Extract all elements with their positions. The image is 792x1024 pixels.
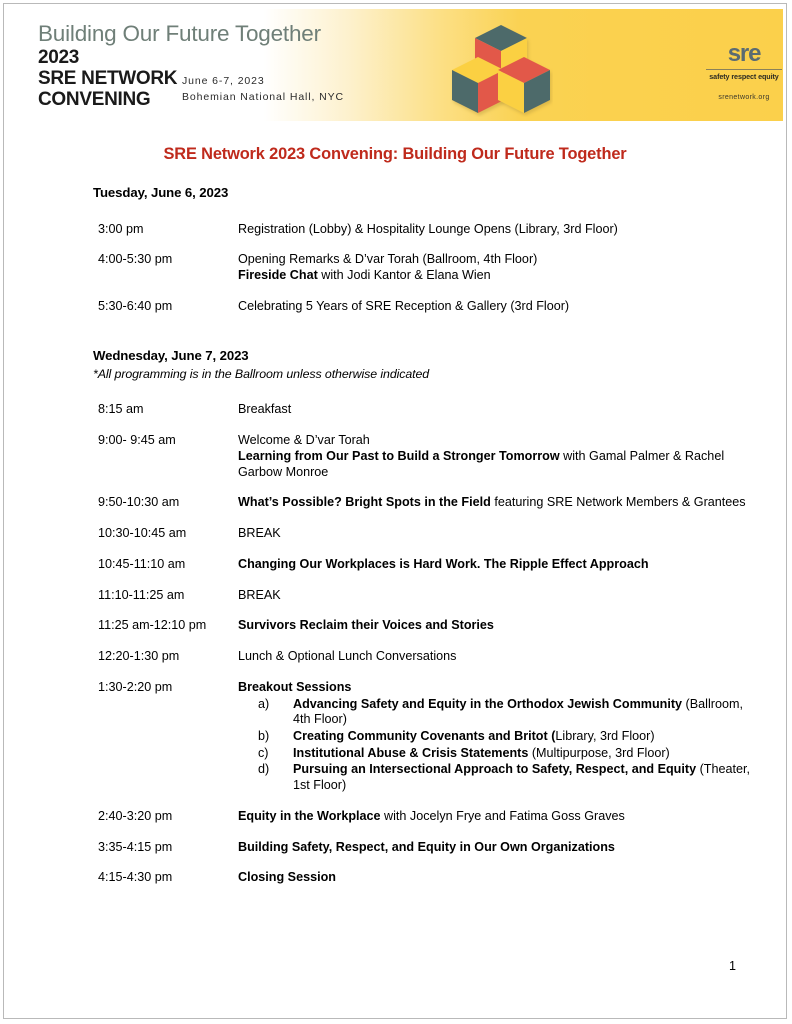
schedule-row	[93, 495, 753, 511]
breakout-marker: a)	[258, 696, 270, 711]
schedule-row	[93, 809, 753, 825]
schedule-row	[93, 649, 753, 665]
session-time: 11:10-11:25 am	[98, 587, 185, 602]
session-title: Building Safety, Respect, and Equity in Our Own Organizations	[238, 839, 615, 854]
session-title: Survivors Reclaim their Voices and Stories	[238, 618, 494, 633]
session-title: Creating Community Covenants and Britot (	[293, 728, 556, 743]
session-time: 4:15-4:30 pm	[98, 870, 173, 885]
session-description	[238, 649, 753, 665]
session-description	[238, 222, 753, 238]
sre-logo-subtitle: safety respect equity	[709, 72, 779, 81]
session-time: 11:25 am-12:10 pm	[98, 618, 207, 633]
session-line	[238, 557, 753, 573]
document-page	[3, 3, 787, 1019]
session-title: What’s Possible? Bright Spots in the Field	[238, 495, 491, 510]
breakout-session-item	[258, 729, 753, 745]
session-time: 9:00- 9:45 am	[98, 433, 176, 448]
schedule-row	[93, 402, 753, 418]
session-detail: Welcome & D’var Torah	[238, 433, 370, 448]
session-line	[238, 495, 753, 511]
session-detail: (Multipurpose, 3rd Floor)	[528, 745, 670, 760]
session-description	[238, 809, 753, 825]
session-description	[238, 870, 753, 886]
session-time: 4:00-5:30 pm	[98, 252, 173, 267]
session-title: Pursuing an Intersectional Approach to Safety, Respect, and Equity	[293, 762, 697, 777]
sre-wordmark: sre	[727, 40, 761, 67]
schedule-row	[93, 588, 753, 604]
session-title: Institutional Abuse & Crisis Statements	[293, 745, 529, 760]
session-detail: Opening Remarks & D’var Torah (Ballroom, 4th Floor)	[238, 252, 538, 267]
banner-org-line-1: SRE NETWORK	[38, 67, 178, 89]
session-description	[238, 840, 753, 856]
session-title: Fireside Chat	[238, 267, 318, 282]
session-description	[238, 299, 753, 315]
day-note: *All programming is in the Ballroom unless otherwise indicated	[93, 366, 430, 381]
sre-cubes-logo-icon	[449, 21, 553, 117]
schedule-row	[93, 870, 753, 886]
schedule-row	[93, 433, 753, 480]
session-time: 8:15 am	[98, 402, 144, 417]
session-detail: Library, 3rd Floor)	[555, 728, 655, 743]
session-description	[238, 526, 753, 542]
session-line	[238, 299, 753, 315]
session-line	[238, 680, 753, 696]
session-detail: BREAK	[238, 587, 281, 602]
session-line	[238, 268, 753, 284]
session-title: Closing Session	[238, 870, 336, 885]
event-banner	[8, 9, 783, 121]
session-line	[238, 809, 753, 825]
banner-org-line-2: CONVENING	[38, 89, 151, 111]
session-description	[238, 557, 753, 573]
breakout-session-list	[238, 697, 753, 794]
schedule-row	[93, 680, 753, 794]
breakout-marker: d)	[258, 762, 270, 777]
session-description	[238, 433, 753, 480]
session-time: 9:50-10:30 am	[98, 495, 180, 510]
session-detail: with Jocelyn Frye and Fatima Goss Graves	[380, 808, 625, 823]
session-time: 3:00 pm	[98, 221, 144, 236]
session-description	[238, 618, 753, 634]
session-line	[238, 840, 753, 856]
banner-venue: Bohemian National Hall, NYC	[182, 91, 345, 104]
page-title: SRE Network 2023 Convening: Building Our Future Together	[163, 145, 627, 163]
sre-logo-url: srenetwork.org	[718, 93, 770, 101]
session-time: 1:30-2:20 pm	[98, 679, 173, 694]
session-time: 10:45-11:10 am	[98, 556, 186, 571]
session-detail: (Ballroom, 4th Floor)	[293, 696, 743, 727]
schedule-rows	[93, 222, 753, 315]
breakout-marker: c)	[258, 745, 269, 760]
session-title: Learning from Our Past to Build a Stronger Tomorrow	[238, 448, 560, 463]
session-line	[238, 252, 753, 268]
session-time: 5:30-6:40 pm	[98, 298, 173, 313]
schedule-row	[93, 252, 753, 283]
session-detail: Registration (Lobby) & Hospitality Lounge Opens (Library, 3rd Floor)	[238, 221, 618, 236]
session-line	[238, 222, 753, 238]
session-detail: Celebrating 5 Years of SRE Reception & Gallery (3rd Floor)	[238, 298, 570, 313]
agenda-content	[93, 185, 753, 901]
session-time: 12:20-1:30 pm	[98, 649, 180, 664]
session-detail: BREAK	[238, 526, 281, 541]
session-line	[238, 649, 753, 665]
session-detail: featuring SRE Network Members & Grantees	[490, 495, 746, 510]
session-time: 2:40-3:20 pm	[98, 808, 173, 823]
breakout-session-item	[258, 746, 753, 762]
session-title: Equity in the Workplace	[238, 808, 381, 823]
session-line	[238, 526, 753, 542]
breakout-session-item	[258, 697, 753, 728]
banner-event-meta	[182, 73, 344, 106]
breakout-marker: b)	[258, 728, 270, 743]
session-detail: Breakfast	[238, 402, 292, 417]
session-detail: Lunch & Optional Lunch Conversations	[238, 649, 457, 664]
session-line	[238, 618, 753, 634]
schedule-row	[93, 299, 753, 315]
session-description	[238, 252, 753, 283]
session-title: Changing Our Workplaces is Hard Work. The Ripple Effect Approach	[238, 556, 649, 571]
session-time: 10:30-10:45 am	[98, 526, 187, 541]
schedule-row	[93, 526, 753, 542]
schedule-row	[93, 557, 753, 573]
day-heading: Tuesday, June 6, 2023	[93, 185, 229, 200]
banner-dates: June 6-7, 2023	[182, 75, 265, 87]
section-spacer	[93, 329, 753, 348]
page-number: 1	[728, 959, 736, 973]
schedule-rows	[93, 402, 753, 886]
session-line	[238, 449, 753, 480]
schedule-row	[93, 840, 753, 856]
session-description	[238, 495, 753, 511]
day-heading: Wednesday, June 7, 2023	[93, 348, 249, 364]
session-time: 3:35-4:15 pm	[98, 839, 173, 854]
logo-divider	[706, 69, 782, 70]
schedule-row	[93, 222, 753, 238]
session-detail: with Jodi Kantor & Elana Wien	[317, 267, 491, 282]
session-line	[238, 588, 753, 604]
banner-year: 2023	[38, 46, 80, 68]
breakout-session-item	[258, 762, 753, 793]
schedule-row	[93, 618, 753, 634]
session-line	[238, 870, 753, 886]
session-title: Advancing Safety and Equity in the Orthodox Jewish Community	[293, 696, 683, 711]
session-line	[238, 433, 753, 449]
session-detail: (Theater, 1st Floor)	[293, 762, 750, 793]
session-detail: with Gamal Palmer & Rachel Garbow Monroe	[238, 448, 725, 479]
session-description	[238, 588, 753, 604]
session-line	[238, 402, 753, 418]
banner-tagline: Building Our Future Together	[38, 21, 321, 46]
session-description	[238, 402, 753, 418]
session-title: Breakout Sessions	[238, 679, 352, 694]
session-description	[238, 680, 753, 794]
sre-network-logo	[696, 42, 783, 101]
